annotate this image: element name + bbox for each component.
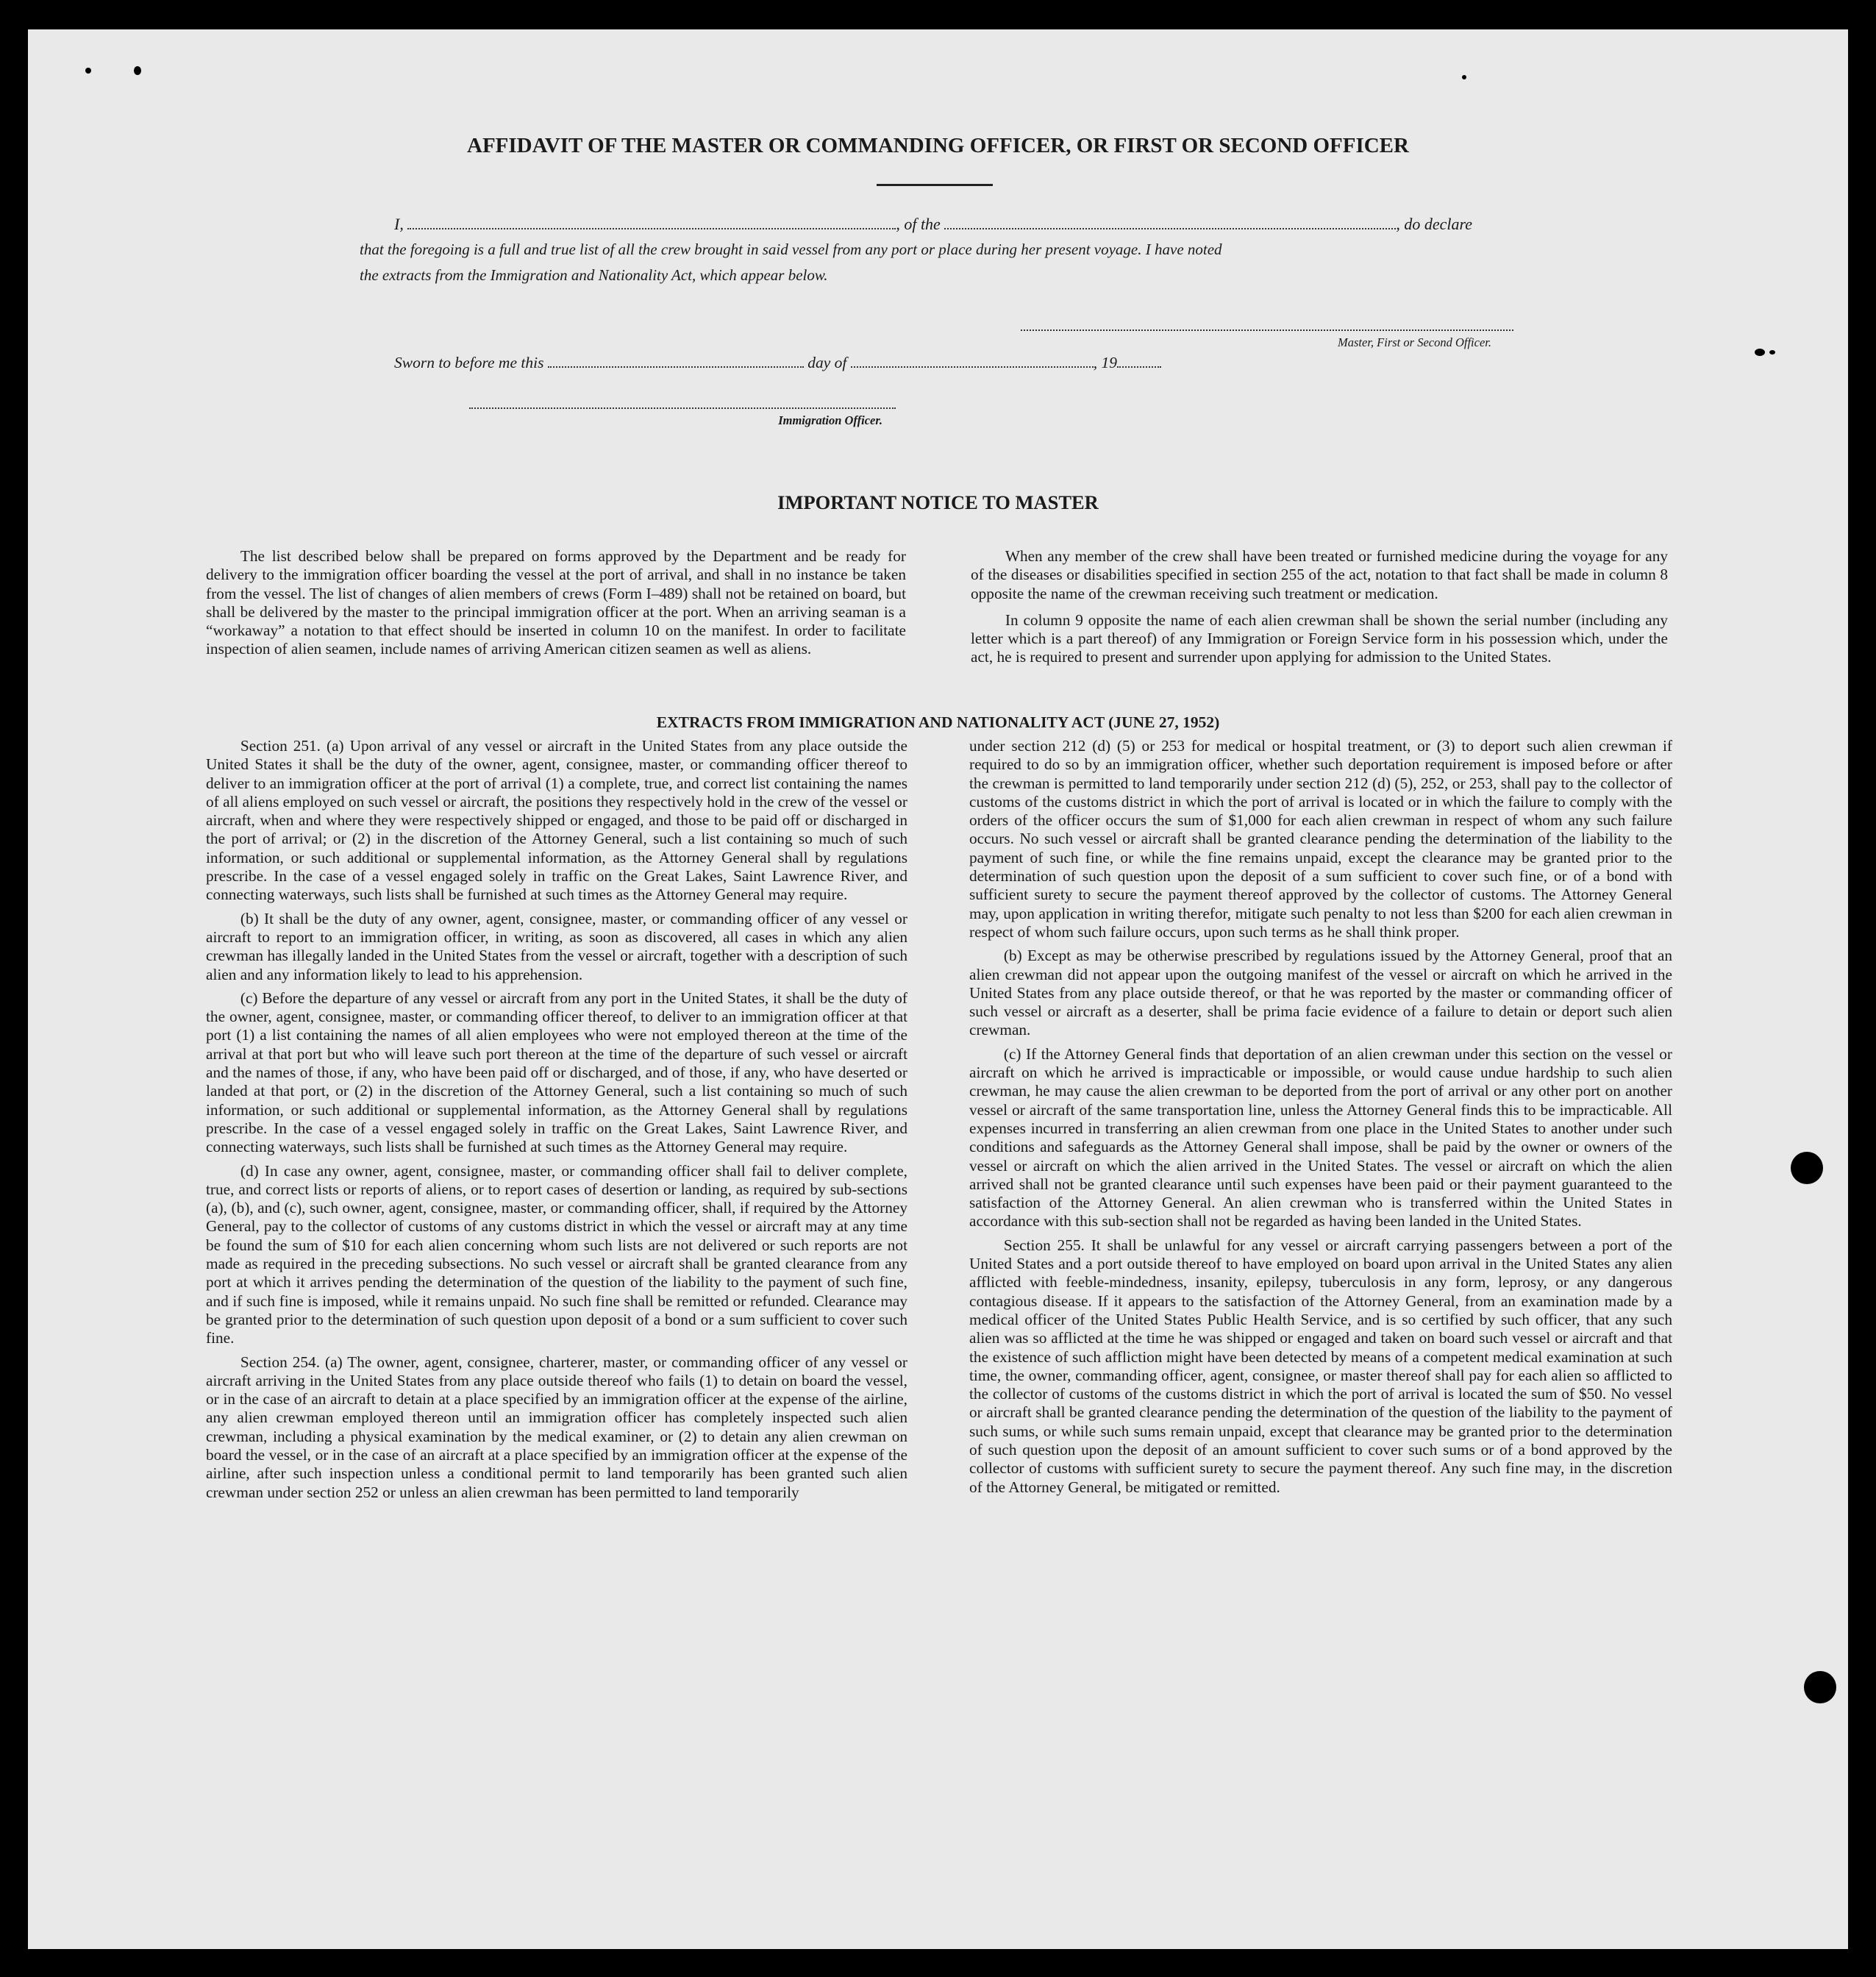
statement-line-1: that the foregoing is a full and true list of all the crew brought in said vessel from any port or place during her present voyage. I have noted xyxy=(360,241,1222,258)
affidavit-title: AFFIDAVIT OF THE MASTER OR COMMANDING OFFICER, OR FIRST OR SECOND OFFICER xyxy=(467,134,1409,157)
section-251-a: Section 251. (a) Upon arrival of any vessel or aircraft in the United States from any place outside the United States it shall be the duty of the owner, agent, consignee, master, or commanding officer thereof to deliver to an immigration officer at the port of arrival (1) a complete, true, and correct list containing the names of all aliens employed on such vessel or aircraft, the positions they respectively hold in the crew of the vessel or aircraft, when and where they were respectively shipped or engaged, and those to be paid off or discharged in the port of arrival; or (2) in the discretion of the Attorney General, such a list containing so much of such information, or such additional or supplemental information, as the Attorney General shall by regulations prescribe. In the case of a vessel engaged solely in traffic on the Great Lakes, Saint Lawrence River, and connecting waterways, such lists shall be furnished at such times as the Attorney General may require. xyxy=(206,737,907,904)
declaration-of-the: , of the xyxy=(896,215,941,233)
scan-speck xyxy=(1769,350,1775,355)
day-of-text: day of xyxy=(807,354,847,371)
section-251-c: (c) Before the departure of any vessel or aircraft from any port in the United States, it shall be the duty of the owner, agent, consignee, master, or commanding officer thereof, to deliver to an immigration officer at that port (1) a list containing the names of all alien employees who were not employed thereon at the time of the arrival at that port but who will leave such port thereon at the time of the departure of such vessel or aircraft and the names of those, if any, who have been paid off or discharged, and of those, if any, who have deserted or landed at that port, or (2) in the discretion of the Attorney General, such a list containing so much of such information, or such additional or supplemental information, as the Attorney General shall by regulations prescribe. In the case of a vessel engaged solely in traffic on the Great Lakes, Saint Lawrence River, and connecting waterways, such lists shall be furnished at such times as the Attorney General may require. xyxy=(206,988,907,1156)
master-signature-line[interactable] xyxy=(1021,330,1513,331)
extracts-right-column xyxy=(969,737,1672,1502)
officer-signature-label: Immigration Officer. xyxy=(778,413,882,427)
section-255: Section 255. It shall be unlawful for any vessel or aircraft carrying passengers between a port of the United States and a port outside thereof to have employed on board upon arrival in the United States any alien afflicted with feeble-mindedness, insanity, epilepsy, tuberculosis in any form, leprosy, or any dangerous contagious disease. If it appears to the satisfaction of the Attorney General, from an examination made by a medical officer of the United States Public Health Service, and is so certified by such officer, that any such alien was so afflicted at the time he was shipped or engaged and taken on board such vessel or aircraft and that the existence of such affliction might have been detected by means of a competent medical examination at such time, the owner, commanding officer, agent, consignee, or master thereof shall pay for each alien so afflicted to the collector of customs of the customs district in which the port of arrival is located the sum of $50. No vessel or aircraft shall be granted clearance pending the determination of the question of the liability to the payment of such sums, or while such sums remain unpaid, except that clearance may be granted prior to the determination of such question upon the deposit of an amount sufficient to cover such sums or of a bond approved by the collector of customs with sufficient surety to secure the payment thereof. Any such fine may, in the discretion of the Attorney General, be mitigated or remitted. xyxy=(969,1236,1672,1496)
section-251-d: (d) In case any owner, agent, consignee, master, or commanding officer shall fail to deliver complete, true, and correct lists or reports of aliens, or to report cases of desertion or landing, as required by sub-sections (a), (b), and (c), such owner, agent, consignee, master, or commanding officer, shall, if required by the Attorney General, pay to the collector of customs of any customs district in which the vessel or aircraft may at any time be found the sum of $10 for each alien concerning whom such lists are not delivered or such reports are not made as required in the preceding subsections. No such vessel or aircraft shall be granted clearance from any port at which it arrives pending the determination of the question of the liability to the payment of such fine, and if such fine is imposed, while it remains unpaid. No such fine shall be remitted or refunded. Clearance may be granted prior to the determination of such question upon deposit of a bond or a sum sufficient to cover such fine. xyxy=(206,1161,907,1347)
scan-speck xyxy=(134,66,141,75)
notice-right-column xyxy=(971,547,1668,667)
officer-signature-line[interactable] xyxy=(469,407,896,409)
statement-line-2: the extracts from the Immigration and Nationality Act, which appear below. xyxy=(360,266,828,284)
extracts-left-column xyxy=(206,737,907,1507)
section-254-c: (c) If the Attorney General finds that deportation of an alien crewman under this section on the vessel or aircraft on which he arrived is impracticable or impossible, or would cause undue hardship to such alien crewman, he may cause the alien crewman to be deported from the port of arrival or any other port on another vessel or aircraft of the same transportation line, unless the Attorney General finds this to be impracticable. All expenses incurred in transferring an alien crewman from one place in the United States to another under such conditions and safeguards as the Attorney General shall impose, shall be paid by the owner or owners of the vessel or aircraft on which the alien arrived in the United States. The vessel or aircraft on which the alien arrived shall not be granted clearance until such expenses have been paid or their payment guaranteed to the satisfaction of the Attorney General. An alien crewman who is transferred within the United States in accordance with this sub-section shall not be regarded as having been landed in the United States. xyxy=(969,1044,1672,1230)
scan-speck xyxy=(1755,349,1765,356)
sworn-text: Sworn to before me this xyxy=(394,354,544,371)
year-text: , 19 xyxy=(1093,354,1117,371)
notice-left-paragraph: The list described below shall be prepared on forms approved by the Department and be ready for delivery to the immigration officer boarding the vessel at the port of arrival, and shall in no instance be taken from the vessel. The list of changes of alien members of crews (Form I–489) shall not be retained on board, but shall be delivered by the master to the principal immigration officer at the port. When an arriving seaman is a “workaway” a notation to that effect should be inserted in column 10 on the manifest. In order to facilitate inspection of alien seamen, include names of arriving American citizen seamen as well as aliens. xyxy=(206,547,906,658)
document-page xyxy=(28,29,1848,1949)
declaration-line xyxy=(394,215,1472,234)
sworn-year-field[interactable] xyxy=(1117,366,1161,368)
section-251-b: (b) It shall be the duty of any owner, agent, consignee, master, or commanding officer of any vessel or aircraft to report to an immigration officer, in writing, as soon as discovered, all cases in which any alien crewman has illegally landed in the United States from the vessel or aircraft, together with a description of such alien and any information likely to lead to his apprehension. xyxy=(206,909,907,983)
vessel-field[interactable] xyxy=(944,228,1396,229)
title-rule xyxy=(877,184,993,186)
scan-speck xyxy=(85,68,91,74)
binder-hole xyxy=(1791,1152,1823,1184)
name-field[interactable] xyxy=(407,228,896,229)
section-254-a: Section 254. (a) The owner, agent, consignee, charterer, master, or commanding officer of any vessel or aircraft arriving in the United States from any place outside thereof who fails (1) to detain on board the vessel, or in the case of an aircraft to detain at a place specified by an immigration officer at the expense of the airline, any alien crewman employed thereon until an immigration officer has completely inspected such alien crewman, including a physical examination by the medical examiner, or (2) to detain any alien crewman on board the vessel, or in the case of an aircraft at a place specified by an immigration officer at the expense of the airline, after such inspection unless a conditional permit to land temporarily has been granted such alien crewman under section 252 or unless an alien crewman has been permitted to land temporarily xyxy=(206,1353,907,1501)
notice-right-paragraph-2: In column 9 opposite the name of each alien crewman shall be shown the serial number (including any letter which is a part thereof) of any Immigration or Foreign Service form in his possession which, under the act, he is required to present and surrender upon applying for admission to the United States. xyxy=(971,610,1668,666)
notice-right-paragraph-1: When any member of the crew shall have been treated or furnished medicine during the voyage for any of the diseases or disabilities specified in section 255 of the act, notation to that fact shall be made in column 8 opposite the name of the crewman receiving such treatment or medication. xyxy=(971,547,1668,602)
binder-hole xyxy=(1804,1671,1836,1703)
master-signature-label: Master, First or Second Officer. xyxy=(1338,335,1491,349)
declaration-i: I, xyxy=(394,215,404,233)
declaration-declare: , do declare xyxy=(1396,215,1472,233)
section-254-b: (b) Except as may be otherwise prescribed by regulations issued by the Attorney General, proof that an alien crewman did not appear upon the outgoing manifest of the vessel or aircraft on which he arrived in the United States from any place outside thereof, or that he was reported by the master or commanding officer of such vessel or aircraft as a deserter, shall be prima facie evidence of a failure to detain or deport such alien crewman. xyxy=(969,947,1672,1039)
notice-title: IMPORTANT NOTICE TO MASTER xyxy=(777,491,1099,513)
scan-speck xyxy=(1462,75,1466,79)
sworn-line xyxy=(394,354,1161,372)
extracts-title: EXTRACTS FROM IMMIGRATION AND NATIONALITY ACT (JUNE 27, 1952) xyxy=(656,713,1220,731)
sworn-month-field[interactable] xyxy=(851,366,1094,368)
section-254-a-continued: under section 212 (d) (5) or 253 for medical or hospital treatment, or (3) to deport such alien crewman if required to do so by an immigration officer, whether such deportation requirement is imposed before or after the crewman is permitted to land temporarily under section 212 (d) (5), 252, or 253, shall pay to the collector of customs of the customs district in which the port of arrival is located or in which the failure to comply with the orders of the officer occurs the sum of $1,000 for each alien crewman in respect of whom any such failure occurs. No such vessel or aircraft shall be granted clearance pending the determination of the liability to the payment of such fine, or while the fine remains unpaid, except the clearance may be granted prior to the determination of such question upon the deposit of a sum sufficient to cover such fine, or of a bond with sufficient surety to secure the payment thereof approved by the collector of customs. The Attorney General may, upon application in writing therefor, mitigate such penalty to not less than $200 for each alien crewman in respect of whom such failure occurs, upon such terms as he shall think proper. xyxy=(969,737,1672,941)
sworn-day-field[interactable] xyxy=(548,366,804,368)
